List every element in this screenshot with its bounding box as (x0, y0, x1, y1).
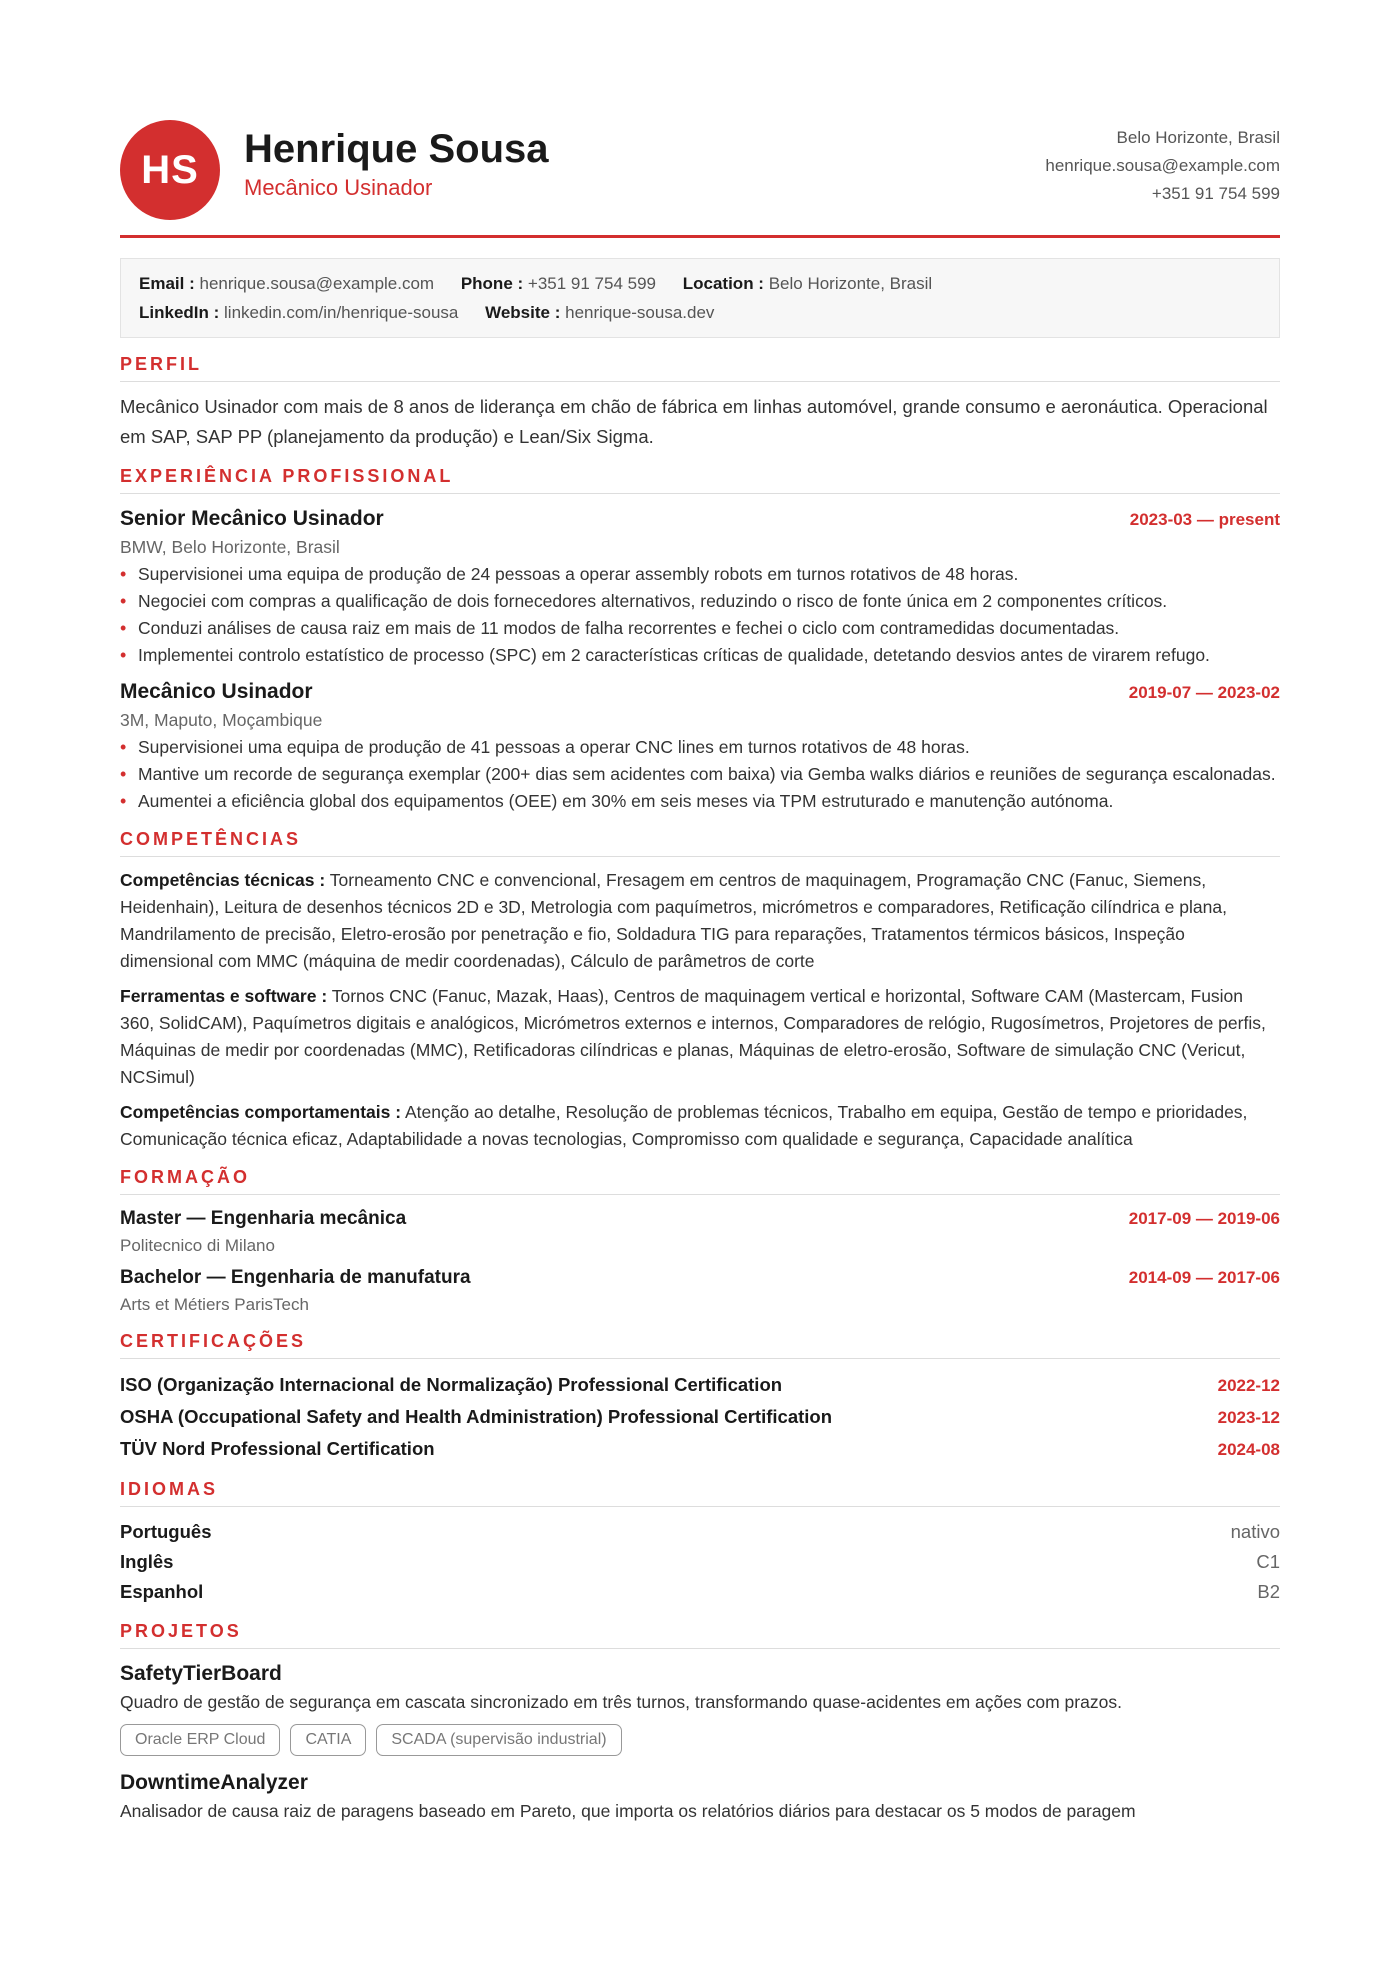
project-title: SafetyTierBoard (120, 1662, 282, 1685)
header-phone[interactable]: +351 91 754 599 (1151, 184, 1280, 203)
name-block (244, 126, 549, 202)
contact-box (120, 258, 1280, 338)
language-level: nativo (1230, 1521, 1280, 1542)
section-title-skills: COMPETÊNCIAS (120, 829, 1280, 857)
language-row (120, 1517, 1280, 1547)
job-bullet: • Mantive um recorde de segurança exemplar (200+ dias sem acidentes com baixa) via Gemba walks diários e reuniões de segurança escalonadas. (120, 761, 1280, 788)
skill-text: Atenção ao detalhe, Resolução de problemas técnicos, Trabalho em equipa, Gestão de tempo e prioridades, Comunicação técnica eficaz, Adaptabilidade a novas tecnologias, Compromisso com qualidade e segurança, Capacidade analítica (120, 1102, 1248, 1149)
job-head (120, 677, 1280, 707)
section-title-languages: IDIOMAS (120, 1479, 1280, 1507)
certification-row (120, 1433, 1280, 1465)
contact-row-2 (139, 298, 1261, 327)
resume-header (120, 120, 1280, 238)
job-place: 3M, Maputo, Moçambique (120, 710, 323, 730)
contact-email[interactable] (139, 274, 434, 293)
language-row (120, 1547, 1280, 1577)
skill-text: Tornos CNC (Fanuc, Mazak, Haas), Centros de maquinagem vertical e horizontal, Software CAM (Mastercam, Fusion 360, SolidCAM), Paquímetros digitais e analógicos, Micrómetros externos e internos, Comparadores de relógio, Rugosímetros, Projetores de perfis, Máquinas de medir por coordenadas (MMC), Retificadoras cilíndricas e planas, Máquinas de eletro-erosão, Software de simulação CNC (Vericut, NCSimul) (120, 986, 1266, 1087)
contact-email-value: henrique.sousa@example.com (199, 274, 435, 293)
language-name: Inglês (120, 1551, 174, 1572)
job-entry (120, 504, 1280, 669)
project-description: Quadro de gestão de segurança em cascata sincronizado em três turnos, transformando quase-acidentes em ações com prazos. (120, 1692, 1122, 1712)
job-place: BMW, Belo Horizonte, Brasil (120, 537, 340, 557)
certification-date: 2024-08 (1217, 1440, 1280, 1459)
section-title-education: FORMAÇÃO (120, 1167, 1280, 1195)
contact-phone[interactable] (461, 274, 656, 293)
job-bullet: • Aumentei a eficiência global dos equipamentos (OEE) em 30% em seis meses via TPM estruturado e manutenção autónoma. (120, 788, 1280, 815)
education-title: Bachelor — Engenharia de manufatura (120, 1267, 471, 1288)
job-bullet: • Conduzi análises de causa raiz em mais de 11 modos de falha recorrentes e fechei o ciclo com contramedidas documentadas. (120, 615, 1280, 642)
project-tag: SCADA (supervisão industrial) (376, 1724, 621, 1756)
contact-row-1 (139, 269, 1261, 298)
language-row (120, 1577, 1280, 1607)
contact-website-label: Website : (485, 303, 561, 322)
skill-label: Competências técnicas : (120, 870, 326, 890)
contact-phone-value: +351 91 754 599 (527, 274, 657, 293)
job-head (120, 504, 1280, 534)
job-bullet: • Negociei com compras a qualificação de dois fornecedores alternativos, reduzindo o risco de fonte única em 2 componentes críticos. (120, 588, 1280, 615)
candidate-role: Mecânico Usinador (244, 175, 433, 200)
header-email[interactable]: henrique.sousa@example.com (1045, 156, 1280, 175)
job-title: Mecânico Usinador (120, 680, 313, 703)
job-bullet: • Supervisionei uma equipa de produção de 41 pessoas a operar CNC lines em turnos rotativos de 48 horas. (120, 734, 1280, 761)
language-name: Espanhol (120, 1581, 204, 1602)
header-location: Belo Horizonte, Brasil (1116, 128, 1280, 147)
education-dates: 2017-09 — 2019-06 (1128, 1209, 1280, 1228)
job-title: Senior Mecânico Usinador (120, 507, 384, 530)
certification-row (120, 1369, 1280, 1401)
job-bullets (120, 734, 1280, 815)
project-entry (120, 1659, 1280, 1756)
certification-date: 2023-12 (1217, 1408, 1280, 1427)
language-name: Português (120, 1521, 212, 1542)
section-title-projects: PROJETOS (120, 1621, 1280, 1649)
job-dates: 2019-07 — 2023-02 (1128, 683, 1280, 702)
education-head (120, 1205, 1280, 1233)
resume-content (120, 354, 1280, 1837)
certification-name: OSHA (Occupational Safety and Health Administration) Professional Certification (120, 1406, 833, 1427)
certification-row (120, 1401, 1280, 1433)
education-title: Master — Engenharia mecânica (120, 1208, 407, 1229)
contact-website[interactable] (485, 303, 714, 322)
project-title: DowntimeAnalyzer (120, 1771, 308, 1794)
skill-label: Competências comportamentais : (120, 1102, 402, 1122)
skill-group (120, 1099, 1280, 1153)
skill-group (120, 867, 1280, 975)
contact-location-label: Location : (682, 274, 764, 293)
project-tag: CATIA (290, 1724, 366, 1756)
language-level: C1 (1256, 1551, 1280, 1572)
certification-date: 2022-12 (1217, 1376, 1280, 1395)
avatar: HS (120, 120, 220, 220)
contact-location-value: Belo Horizonte, Brasil (768, 274, 933, 293)
section-title-experience: EXPERIÊNCIA PROFISSIONAL (120, 466, 1280, 494)
contact-linkedin-value: linkedin.com/in/henrique-sousa (224, 303, 459, 322)
education-school: Politecnico di Milano (120, 1236, 275, 1255)
project-tags (120, 1724, 1280, 1756)
profile-text: Mecânico Usinador com mais de 8 anos de liderança em chão de fábrica em linhas automóvel, grande consumo e aeronáutica. Operacional em SAP, SAP PP (planejamento da produção) e Lean/Six Sigma. (120, 396, 1268, 447)
skill-label: Ferramentas e software : (120, 986, 328, 1006)
contact-email-label: Email : (139, 274, 195, 293)
job-dates: 2023-03 — present (1129, 510, 1280, 529)
education-school: Arts et Métiers ParisTech (120, 1295, 309, 1314)
job-bullet: • Implementei controlo estatístico de processo (SPC) em 2 características críticas de qualidade, detetando desvios antes de virarem refugo. (120, 642, 1280, 669)
candidate-name: Henrique Sousa (244, 127, 549, 171)
education-entry (120, 1205, 1280, 1258)
project-entry (120, 1768, 1280, 1825)
education-head (120, 1264, 1280, 1292)
contact-website-value: henrique-sousa.dev (565, 303, 715, 322)
contact-linkedin-label: LinkedIn : (139, 303, 220, 322)
certification-name: ISO (Organização Internacional de Normalização) Professional Certification (120, 1374, 783, 1395)
section-title-profile: PERFIL (120, 354, 1280, 382)
skill-text: Torneamento CNC e convencional, Fresagem em centros de maquinagem, Programação CNC (Fanuc, Siemens, Heidenhain), Leitura de desenhos técnicos 2D e 3D, Metrologia com paquímetros, micrómetros e comparadores, Retificação cilíndrica e plana, Mandrilamento de precisão, Eletro-erosão por penetração e fio, Soldadura TIG para reparações, Tratamentos térmicos básicos, Inspeção dimensional com MMC (máquina de medir coordenadas), Cálculo de parâmetros de corte (120, 870, 1227, 971)
education-dates: 2014-09 — 2017-06 (1128, 1268, 1280, 1287)
project-tag: Oracle ERP Cloud (120, 1724, 280, 1756)
skill-group (120, 983, 1280, 1091)
contact-phone-label: Phone : (460, 274, 524, 293)
job-entry (120, 677, 1280, 815)
section-title-certifications: CERTIFICAÇÕES (120, 1331, 1280, 1359)
job-bullet: • Supervisionei uma equipa de produção de 24 pessoas a operar assembly robots em turnos rotativos de 48 horas. (120, 561, 1280, 588)
education-entry (120, 1264, 1280, 1317)
project-description: Analisador de causa raiz de paragens baseado em Pareto, que importa os relatórios diários para destacar os 5 modos de paragem (120, 1801, 1136, 1821)
header-contact (1045, 124, 1280, 208)
contact-linkedin[interactable] (139, 303, 458, 322)
language-level: B2 (1257, 1581, 1280, 1602)
contact-location (683, 274, 932, 293)
certification-name: TÜV Nord Professional Certification (120, 1438, 435, 1459)
job-bullets (120, 561, 1280, 669)
